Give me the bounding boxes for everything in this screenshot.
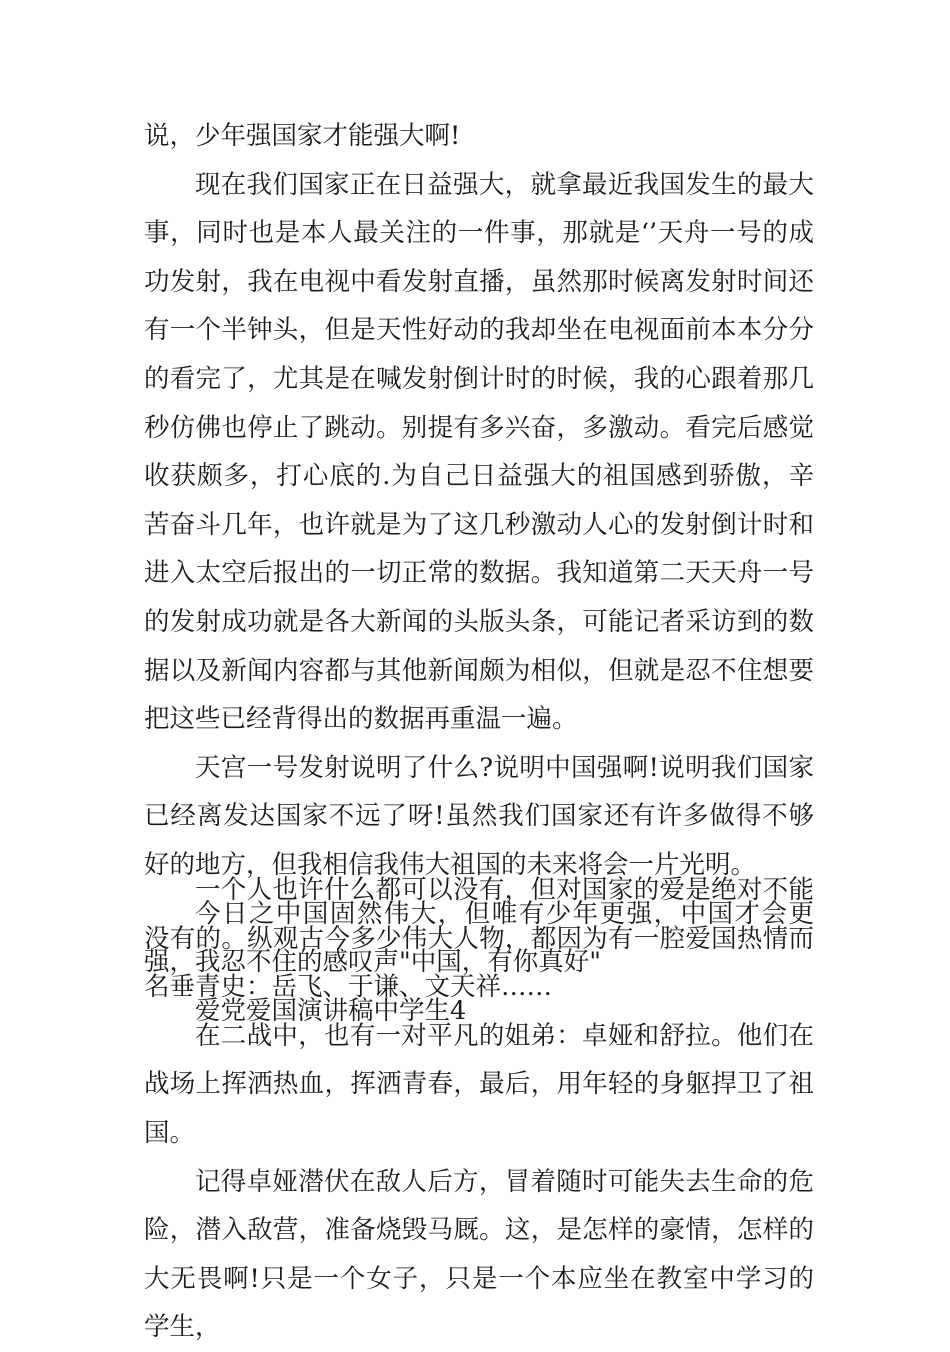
paragraph-wwii-siblings: 在二战中，也有一对平凡的姐弟：卓娅和舒拉。他们在战场上挥洒热血，挥洒青春，最后，用年轻的身躯捍卫了祖国。 bbox=[144, 1020, 814, 1148]
text-block-lower bbox=[144, 866, 814, 1352]
paragraph-tiangong-meaning: 天宫一号发射说明了什么?说明中国强啊!说明我们国家已经离发达国家不远了呀!虽然我们国家还有许多做得不够好的地方，但我相信我伟大祖国的未来将会一片光明。 bbox=[144, 752, 814, 880]
paragraph-tianzhou-launch: 现在我们国家正在日益强大，就拿最近我国发生的最大事，同时也是本人最关注的一件事，那就是‘’天舟一号的成功发射，我在电视中看发射直播，虽然那时候离发射时间还有一个半钟头，但是天性好动的我却坐在电视面前本本分分的看完了，尤其是在喊发射倒计时的时候，我的心跟着那几秒仿佛也停止了跳动。别提有多兴奋，多激动。看完后感觉收获颇多，打心底的.为自己日益强大的祖国感到骄傲，辛苦奋斗几年，也许就是为了这几秒激动人心的发射倒计时和进入太空后报出的一切正常的数据。我知道第二天天舟一号的发射成功就是各大新闻的头版头条，可能记者采访到的数据以及新闻内容都与其他新闻颇为相似，但就是忍不住想要把这些已经背得出的数据再重温一遍。 bbox=[144, 169, 814, 735]
paragraph-continuation: 说，少年强国家才能强大啊! bbox=[144, 121, 461, 151]
section-heading: 爱党爱国演讲稿中学生4 bbox=[195, 995, 467, 1026]
paragraph-zoya-story: 记得卓娅潜伏在敌人后方，冒着随时可能失去生命的危险，潜入敌营，准备烧毁马厩。这，是怎样的豪情，怎样的大无畏啊!只是一个女子，只是一个本应坐在教室中学习的学生， bbox=[144, 1166, 814, 1343]
paragraph-today-china: 今日之中国固然伟大，但唯有少年更强，中国才会更强，我忍不住的感叹声"中国，有你真好" bbox=[144, 898, 814, 978]
paragraph-love-of-country: 一个人也许什么都可以没有，但对国家的爱是绝对不能没有的。纵观古今多少伟大人物，都因为有一腔爱国热情而名垂青史：岳飞、于谦、文天祥…… bbox=[144, 875, 814, 1003]
